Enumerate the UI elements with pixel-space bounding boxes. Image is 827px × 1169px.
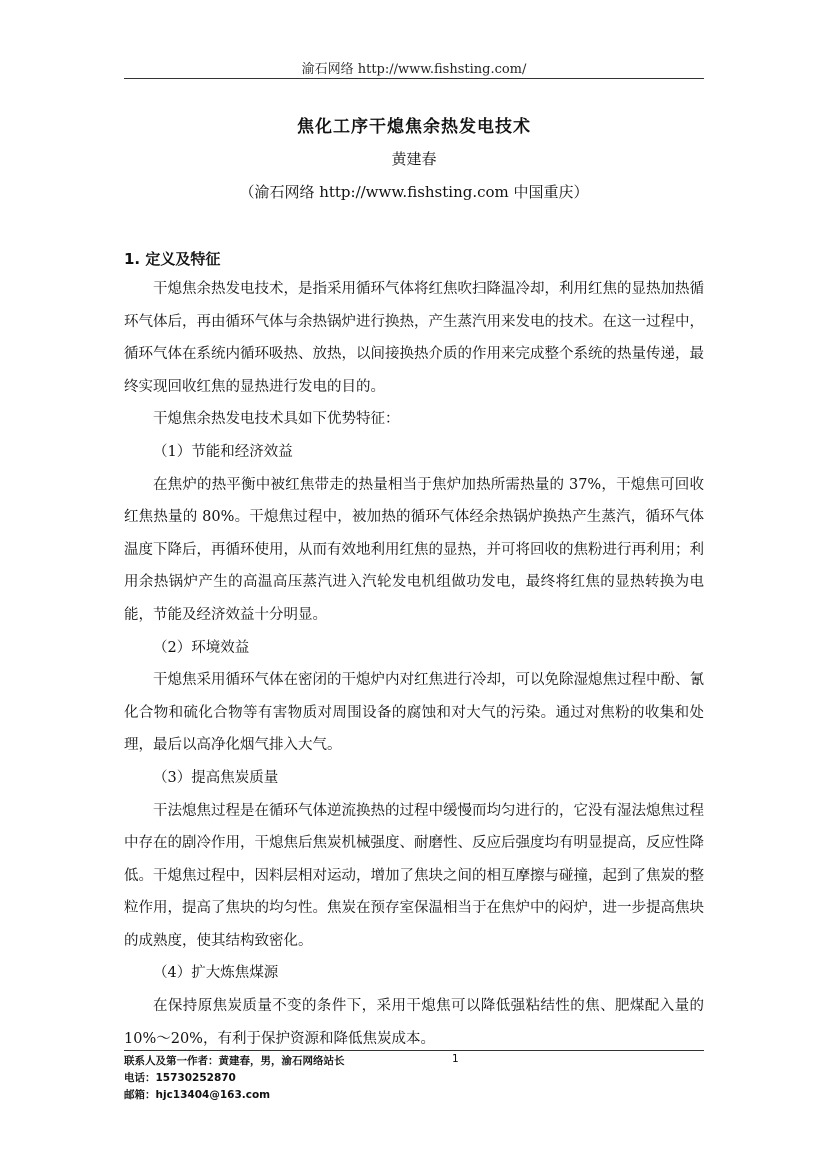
subheading-coke-quality: （3）提高焦炭质量 <box>153 769 279 786</box>
header-divider <box>124 78 704 79</box>
page-number: 1 <box>452 1053 459 1065</box>
page-header: 渝石网络 http://www.fishsting.com/ <box>301 62 527 77</box>
author-affiliation: （渝石网络 http://www.fishsting.com 中国重庆） <box>239 183 589 201</box>
document-body <box>124 245 704 1055</box>
document-title: 焦化工序干熄焦余热发电技术 <box>297 117 531 137</box>
footer-phone: 电话：15730252870 <box>124 1072 236 1084</box>
paragraph-energy-saving: 在焦炉的热平衡中被红焦带走的热量相当于焦炉加热所需热量的 37%，干熄焦可回收红焦热量的 80%。干熄焦过程中，被加热的循环气体经余热锅炉换热产生蒸汽，循环气体温度下降后，再循环使用，从而有效地利用红焦的显热，并可将回收的焦粉进行再利用；利用余热锅炉产生的高温高压蒸汽进入汽轮发电机组做功发电，最终将红焦的显热转换为电能，节能及经济效益十分明显。 <box>124 476 704 623</box>
paragraph-coke-quality: 干法熄焦过程是在循环气体逆流换热的过程中缓慢而均匀进行的，它没有湿法熄焦过程中存在的剧冷作用，干熄焦后焦炭机械强度、耐磨性、反应后强度均有明显提高，反应性降低。干熄焦过程中，因料层相对运动，增加了焦块之间的相互摩擦与碰撞，起到了焦炭的整粒作用，提高了焦块的均匀性。焦炭在预存室保温相当于在焦炉中的闷炉，进一步提高焦块的成熟度，使其结构致密化。 <box>124 802 704 949</box>
footer-divider <box>124 1050 704 1051</box>
author-name: 黄建春 <box>391 150 437 168</box>
footer-contact: 联系人及第一作者：黄建春，男，渝石网络站长 <box>124 1055 345 1067</box>
section-heading: 1. 定义及特征 <box>124 250 221 268</box>
footer-email: 邮箱：hjc13404@163.com <box>124 1089 271 1101</box>
subheading-environment: （2）环境效益 <box>153 639 250 656</box>
paragraph-coal-source: 在保持原焦炭质量不变的条件下，采用干熄焦可以降低强粘结性的焦、肥煤配入量的 10%～20%，有利于保护资源和降低焦炭成本。 <box>124 998 704 1047</box>
paragraph-definition: 干熄焦余热发电技术，是指采用循环气体将红焦吹扫降温冷却，利用红焦的显热加热循环气体后，再由循环气体与余热锅炉进行换热，产生蒸汽用来发电的技术。在这一过程中，循环气体在系统内循环吸热、放热，以间接换热介质的作用来完成整个系统的热量传递，最终实现回收红焦的显热进行发电的目的。 <box>124 281 704 395</box>
subheading-energy-saving: （1）节能和经济效益 <box>153 443 293 460</box>
paragraph-features-intro: 干熄焦余热发电技术具如下优势特征： <box>153 411 400 428</box>
paragraph-environment: 干熄焦采用循环气体在密闭的干熄炉内对红焦进行冷却，可以免除湿熄焦过程中酚、氰化合物和硫化合物等有害物质对周围设备的腐蚀和对大气的污染。通过对焦粉的收集和处理，最后以高净化烟气排入大气。 <box>124 672 704 754</box>
footer-contact-block <box>124 1053 704 1104</box>
subheading-coal-source: （4）扩大炼焦煤源 <box>153 965 279 982</box>
